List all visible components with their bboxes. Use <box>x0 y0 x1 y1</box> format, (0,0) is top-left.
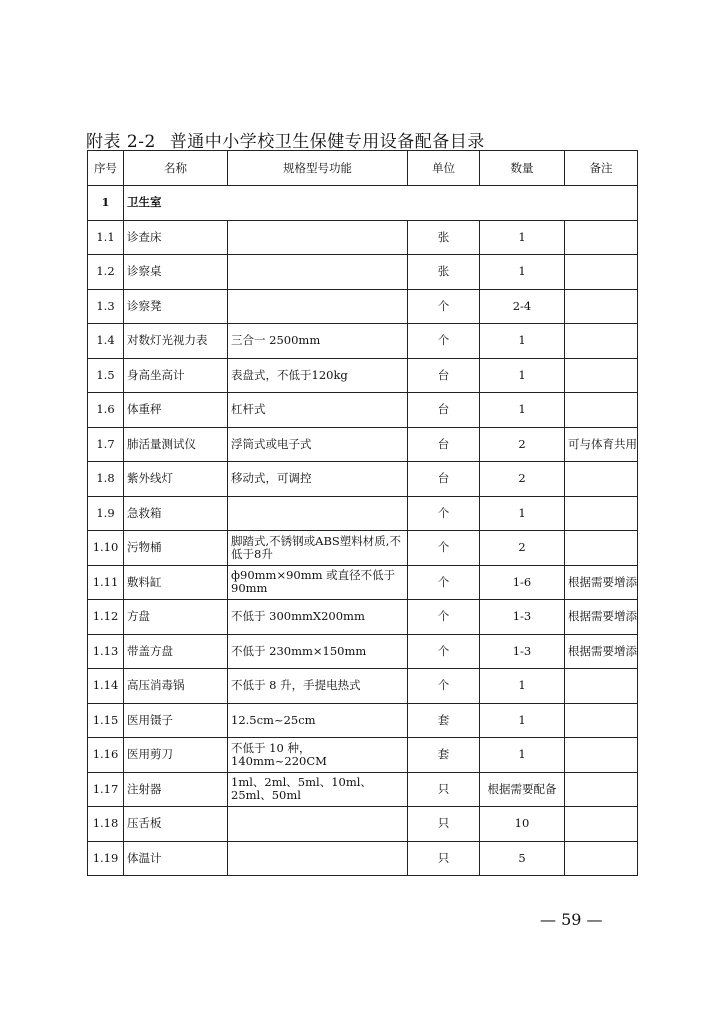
cell-name: 方盘 <box>124 600 228 635</box>
cell-unit: 只 <box>408 772 480 807</box>
cell-unit: 个 <box>408 565 480 600</box>
cell-no: 1.16 <box>88 738 124 773</box>
table-row <box>88 255 638 290</box>
cell-no: 1.11 <box>88 565 124 600</box>
table-row <box>88 358 638 393</box>
cell-spec: 表盘式，不低于120kg <box>228 358 408 393</box>
cell-name: 诊察桌 <box>124 255 228 290</box>
cell-note <box>565 703 638 738</box>
cell-note: 可与体育共用 <box>565 427 638 462</box>
cell-unit: 个 <box>408 531 480 566</box>
cell-name: 诊察凳 <box>124 289 228 324</box>
table-row <box>88 531 638 566</box>
cell-spec: 脚踏式,不锈钢或ABS塑料材质,不低于8升 <box>228 531 408 566</box>
cell-name: 医用镊子 <box>124 703 228 738</box>
cell-note <box>565 738 638 773</box>
cell-name: 紫外线灯 <box>124 462 228 497</box>
cell-note <box>565 358 638 393</box>
cell-note <box>565 496 638 531</box>
cell-qty: 1 <box>480 738 565 773</box>
table-row <box>88 807 638 842</box>
cell-note <box>565 669 638 704</box>
cell-spec: 浮筒式或电子式 <box>228 427 408 462</box>
cell-unit: 个 <box>408 496 480 531</box>
cell-name: 体重秤 <box>124 393 228 428</box>
cell-note <box>565 324 638 359</box>
cell-qty: 1 <box>480 669 565 704</box>
table-title <box>86 127 485 152</box>
table-row <box>88 772 638 807</box>
cell-name: 体温计 <box>124 841 228 876</box>
cell-spec: 不低于 230mm×150mm <box>228 634 408 669</box>
cell-spec: 三合一 2500mm <box>228 324 408 359</box>
cell-unit: 个 <box>408 634 480 669</box>
cell-no: 1.10 <box>88 531 124 566</box>
cell-spec <box>228 841 408 876</box>
cell-qty: 2 <box>480 531 565 566</box>
cell-spec: 1ml、2ml、5ml、10ml、25ml、50ml <box>228 772 408 807</box>
cell-qty: 1 <box>480 255 565 290</box>
cell-name: 诊查床 <box>124 220 228 255</box>
cell-qty: 1 <box>480 358 565 393</box>
cell-no: 1.4 <box>88 324 124 359</box>
cell-spec: 12.5cm~25cm <box>228 703 408 738</box>
cell-note <box>565 393 638 428</box>
table-row <box>88 738 638 773</box>
cell-unit: 台 <box>408 462 480 497</box>
cell-qty: 2 <box>480 462 565 497</box>
cell-name: 敷料缸 <box>124 565 228 600</box>
cell-unit: 个 <box>408 324 480 359</box>
section-no: 1 <box>88 186 124 221</box>
cell-name: 污物桶 <box>124 531 228 566</box>
cell-no: 1.2 <box>88 255 124 290</box>
table-row <box>88 669 638 704</box>
table-row <box>88 393 638 428</box>
cell-note <box>565 531 638 566</box>
table-row <box>88 565 638 600</box>
table-row <box>88 427 638 462</box>
cell-unit: 张 <box>408 255 480 290</box>
cell-unit: 个 <box>408 289 480 324</box>
cell-no: 1.3 <box>88 289 124 324</box>
cell-no: 1.14 <box>88 669 124 704</box>
cell-unit: 台 <box>408 427 480 462</box>
cell-note <box>565 462 638 497</box>
cell-no: 1.7 <box>88 427 124 462</box>
cell-qty: 根据需要配备 <box>480 772 565 807</box>
cell-qty: 1 <box>480 703 565 738</box>
equipment-table <box>87 150 638 876</box>
cell-spec <box>228 496 408 531</box>
table-row <box>88 324 638 359</box>
cell-name: 肺活量测试仪 <box>124 427 228 462</box>
cell-note <box>565 772 638 807</box>
cell-name: 身高坐高计 <box>124 358 228 393</box>
cell-unit: 张 <box>408 220 480 255</box>
cell-spec <box>228 220 408 255</box>
cell-note <box>565 841 638 876</box>
cell-spec: 杠杆式 <box>228 393 408 428</box>
cell-qty: 1 <box>480 220 565 255</box>
cell-qty: 1-3 <box>480 600 565 635</box>
cell-note <box>565 220 638 255</box>
cell-spec: 不低于 10 种，140mm~220CM <box>228 738 408 773</box>
cell-note <box>565 807 638 842</box>
cell-qty: 1-3 <box>480 634 565 669</box>
cell-spec: 不低于 8 升，手提电热式 <box>228 669 408 704</box>
cell-no: 1.18 <box>88 807 124 842</box>
table-row <box>88 289 638 324</box>
col-header-note: 备注 <box>565 151 638 186</box>
cell-qty: 2-4 <box>480 289 565 324</box>
cell-no: 1.6 <box>88 393 124 428</box>
cell-qty: 1-6 <box>480 565 565 600</box>
col-header-qty: 数量 <box>480 151 565 186</box>
cell-note <box>565 289 638 324</box>
cell-name: 压舌板 <box>124 807 228 842</box>
cell-no: 1.19 <box>88 841 124 876</box>
cell-spec: ф90mm×90mm 或直径不低于90mm <box>228 565 408 600</box>
table-row <box>88 220 638 255</box>
table-number: 附表 2-2 <box>86 132 156 152</box>
cell-unit: 套 <box>408 738 480 773</box>
cell-no: 1.13 <box>88 634 124 669</box>
table-row <box>88 600 638 635</box>
cell-no: 1.8 <box>88 462 124 497</box>
cell-no: 1.17 <box>88 772 124 807</box>
cell-no: 1.9 <box>88 496 124 531</box>
cell-unit: 台 <box>408 358 480 393</box>
table-row <box>88 462 638 497</box>
cell-unit: 只 <box>408 841 480 876</box>
cell-note: 根据需要增添 <box>565 600 638 635</box>
cell-no: 1.12 <box>88 600 124 635</box>
cell-qty: 10 <box>480 807 565 842</box>
cell-no: 1.5 <box>88 358 124 393</box>
table-row <box>88 841 638 876</box>
section-name: 卫生室 <box>124 186 638 221</box>
cell-name: 注射器 <box>124 772 228 807</box>
table-row <box>88 496 638 531</box>
cell-spec <box>228 807 408 842</box>
cell-name: 对数灯光视力表 <box>124 324 228 359</box>
cell-note: 根据需要增添 <box>565 634 638 669</box>
page-number: — 59 — <box>540 910 603 929</box>
cell-name: 高压消毒锅 <box>124 669 228 704</box>
table-row <box>88 634 638 669</box>
cell-qty: 1 <box>480 324 565 359</box>
cell-unit: 只 <box>408 807 480 842</box>
cell-no: 1.1 <box>88 220 124 255</box>
cell-note <box>565 255 638 290</box>
table-title-text: 普通中小学校卫生保健专用设备配备目录 <box>169 132 485 152</box>
cell-qty: 1 <box>480 496 565 531</box>
cell-qty: 5 <box>480 841 565 876</box>
cell-note: 根据需要增添 <box>565 565 638 600</box>
table-row <box>88 703 638 738</box>
cell-unit: 台 <box>408 393 480 428</box>
col-header-no: 序号 <box>88 151 124 186</box>
cell-qty: 2 <box>480 427 565 462</box>
cell-unit: 套 <box>408 703 480 738</box>
cell-no: 1.15 <box>88 703 124 738</box>
cell-spec: 移动式，可调控 <box>228 462 408 497</box>
cell-unit: 个 <box>408 600 480 635</box>
col-header-spec: 规格型号功能 <box>228 151 408 186</box>
col-header-unit: 单位 <box>408 151 480 186</box>
table-header-row <box>88 151 638 186</box>
cell-spec <box>228 255 408 290</box>
cell-unit: 个 <box>408 669 480 704</box>
col-header-name: 名称 <box>124 151 228 186</box>
cell-name: 急救箱 <box>124 496 228 531</box>
cell-name: 医用剪刀 <box>124 738 228 773</box>
cell-name: 带盖方盘 <box>124 634 228 669</box>
cell-spec <box>228 289 408 324</box>
cell-spec: 不低于 300mmX200mm <box>228 600 408 635</box>
cell-qty: 1 <box>480 393 565 428</box>
section-row <box>88 186 638 221</box>
